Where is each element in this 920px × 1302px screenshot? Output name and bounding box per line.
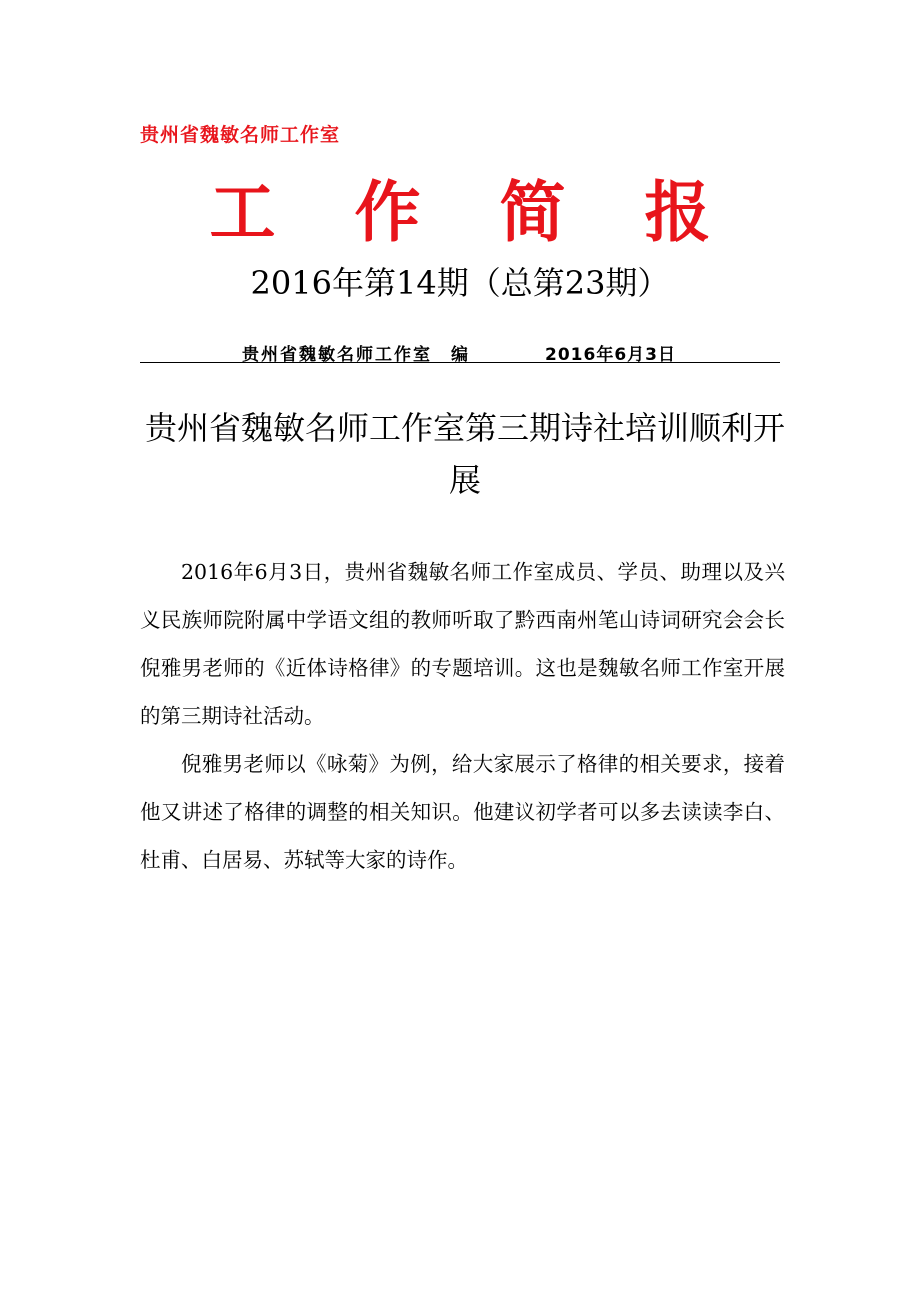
issue-number: 2016年第14期（总第23期）: [250, 264, 670, 302]
article-paragraph: 倪雅男老师以《咏菊》为例，给大家展示了格律的相关要求，接着他又讲述了格律的调整的相关知识。他建议初学者可以多去读读李白、杜甫、白居易、苏轼等大家的诗作。: [140, 752, 785, 872]
brief-title: 工 作 简 报: [209, 174, 739, 251]
publish-date: 2016年6月3日: [545, 345, 676, 365]
org-header: 贵州省魏敏名师工作室: [140, 124, 341, 146]
editor-line: [140, 340, 780, 363]
article-title: 贵州省魏敏名师工作室第三期诗社培训顺利开展: [144, 409, 785, 499]
editor-text: 贵州省魏敏名师工作室 编: [242, 345, 470, 365]
article-paragraph: 2016年6月3日，贵州省魏敏名师工作室成员、学员、助理以及兴义民族师院附属中学语文组的教师听取了黔西南州笔山诗词研究会会长倪雅男老师的《近体诗格律》的专题培训。这也是魏敏名师工作室开展的第三期诗社活动。: [140, 560, 785, 728]
article-body: [140, 548, 785, 884]
